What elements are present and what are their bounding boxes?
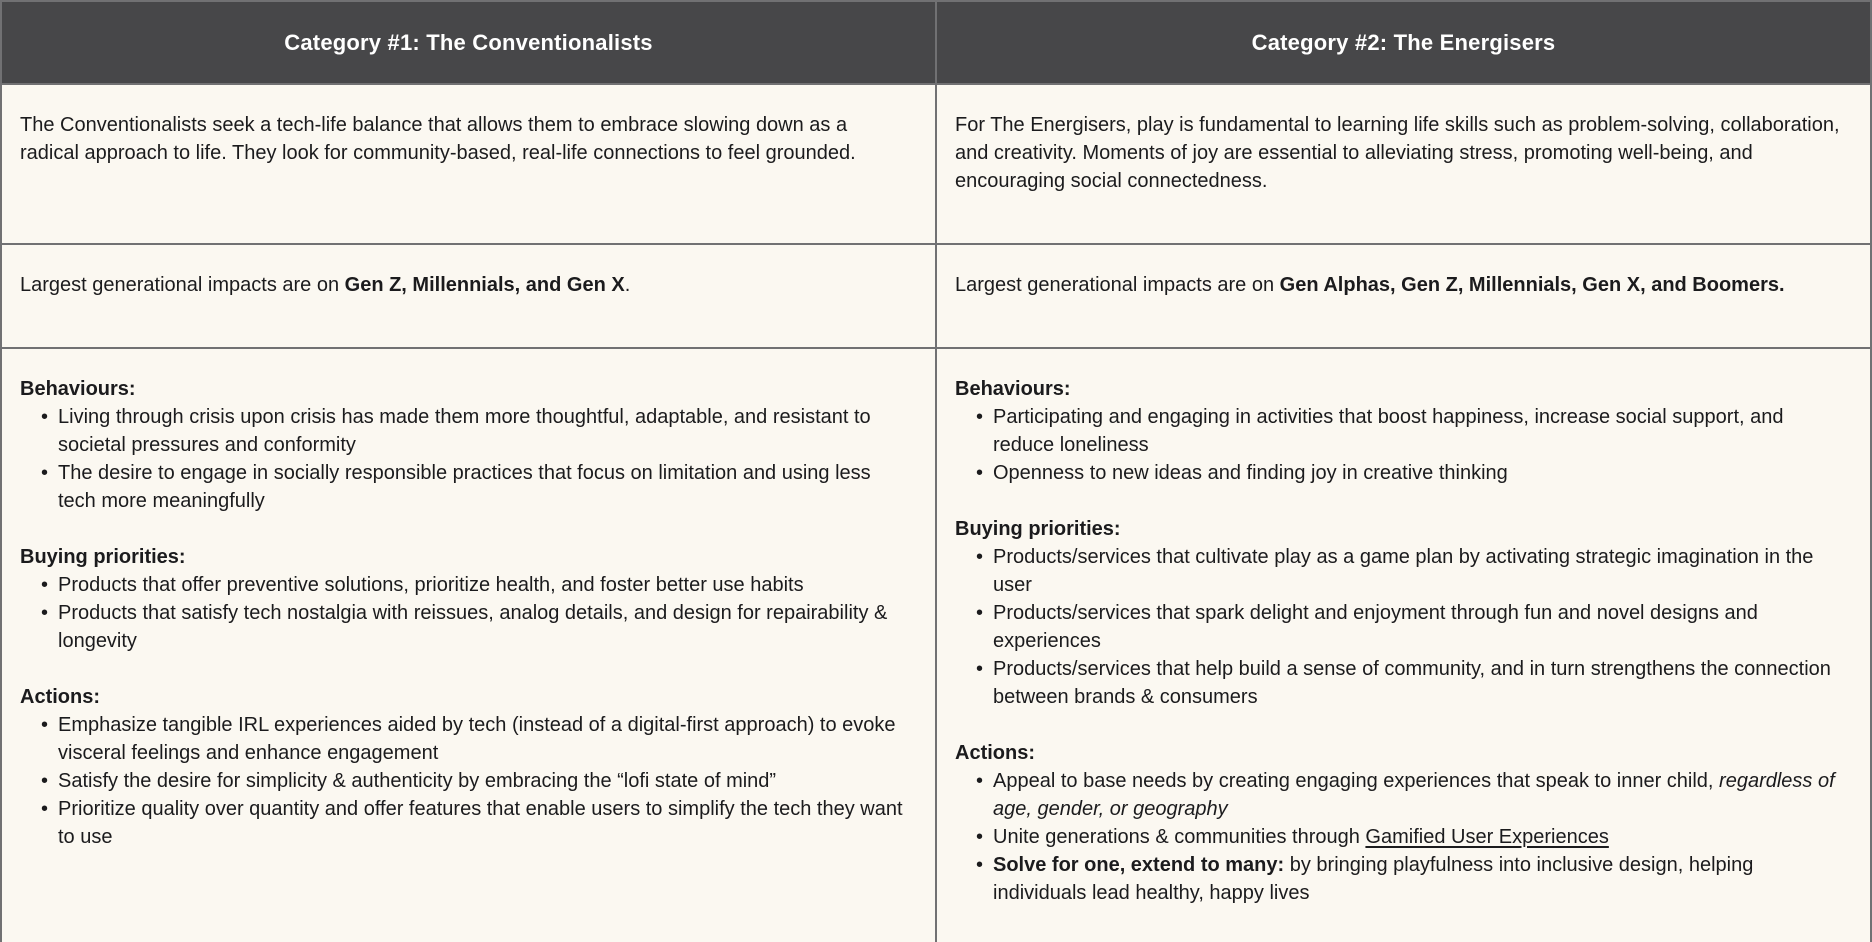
impacts-cell-energisers	[937, 245, 1870, 347]
bullet-item: • Living through crisis upon crisis has made them more thoughtful, adaptable, and resistant to societal pressures and conformity	[41, 403, 909, 459]
bullet-list	[955, 767, 1844, 907]
impacts-text: Largest generational impacts are on Gen Alphas, Gen Z, Millennials, Gen X, and Boomers.	[955, 274, 1785, 296]
impacts-cell-conventionalists	[2, 245, 935, 347]
bullet-item: • The desire to engage in socially responsible practices that focus on limitation and using less tech more meaningfully	[41, 459, 909, 515]
bullet-list	[20, 711, 909, 851]
description-cell-energisers	[937, 85, 1870, 243]
column-header-label: Category #2: The Energisers	[1251, 29, 1556, 55]
description-cell-conventionalists	[2, 85, 935, 243]
column-header-energisers	[937, 2, 1870, 83]
bullet-list	[955, 543, 1844, 711]
section-heading: Buying priorities:	[955, 518, 1121, 540]
description-text: The Conventionalists seek a tech-life balance that allows them to embrace slowing down as a radical approach to life. They look for community-based, real-life connections to feel grounded.	[20, 114, 856, 164]
bullet-item: • Openness to new ideas and finding joy in creative thinking	[976, 459, 1844, 487]
section-heading: Behaviours:	[955, 378, 1071, 400]
section-heading: Buying priorities:	[20, 546, 186, 568]
bullet-item: • Participating and engaging in activities that boost happiness, increase social support, and reduce loneliness	[976, 403, 1844, 459]
impacts-text: Largest generational impacts are on Gen Z, Millennials, and Gen X.	[20, 274, 631, 296]
bullet-item: • Prioritize quality over quantity and offer features that enable users to simplify the tech they want to use	[41, 795, 909, 851]
bullet-list	[20, 403, 909, 515]
bullet-item: • Satisfy the desire for simplicity & authenticity by embracing the “lofi state of mind”	[41, 767, 909, 795]
bullet-item: • Products/services that cultivate play as a game plan by activating strategic imagination in the user	[976, 543, 1844, 599]
bullet-item: • Products that satisfy tech nostalgia with reissues, analog details, and design for repairability & longevity	[41, 599, 909, 655]
bullet-item: • Products/services that help build a sense of community, and in turn strengthens the connection between brands & consumers	[976, 655, 1844, 711]
section-heading: Actions:	[20, 686, 100, 708]
bullet-item: • Solve for one, extend to many: by bringing playfulness into inclusive design, helping individuals lead healthy, happy lives	[976, 851, 1844, 907]
details-cell-conventionalists	[2, 349, 935, 942]
bullet-list	[955, 403, 1844, 487]
bullet-item: • Unite generations & communities through Gamified User Experiences	[976, 823, 1844, 851]
impacts-generations: Gen Alphas, Gen Z, Millennials, Gen X, and Boomers.	[1279, 274, 1785, 296]
column-header-label: Category #1: The Conventionalists	[284, 29, 653, 55]
section-heading: Actions:	[955, 742, 1035, 764]
bullet-item: • Emphasize tangible IRL experiences aided by tech (instead of a digital-first approach) to evoke visceral feelings and enhance engagement	[41, 711, 909, 767]
column-header-conventionalists	[2, 2, 935, 83]
description-text: For The Energisers, play is fundamental to learning life skills such as problem-solving, collaboration, and creativity. Moments of joy are essential to alleviating stress, promoting well-being, and encouraging social connectedness.	[955, 114, 1840, 192]
details-cell-energisers	[937, 349, 1870, 942]
bullet-item: • Products that offer preventive solutions, prioritize health, and foster better use habits	[41, 571, 909, 599]
bullet-item: • Products/services that spark delight and enjoyment through fun and novel designs and experiences	[976, 599, 1844, 655]
impacts-generations: Gen Z, Millennials, and Gen X	[344, 274, 625, 296]
bullet-list	[20, 571, 909, 655]
bullet-item: • Appeal to base needs by creating engaging experiences that speak to inner child, regardless of age, gender, or geography	[976, 767, 1844, 823]
section-heading: Behaviours:	[20, 378, 136, 400]
